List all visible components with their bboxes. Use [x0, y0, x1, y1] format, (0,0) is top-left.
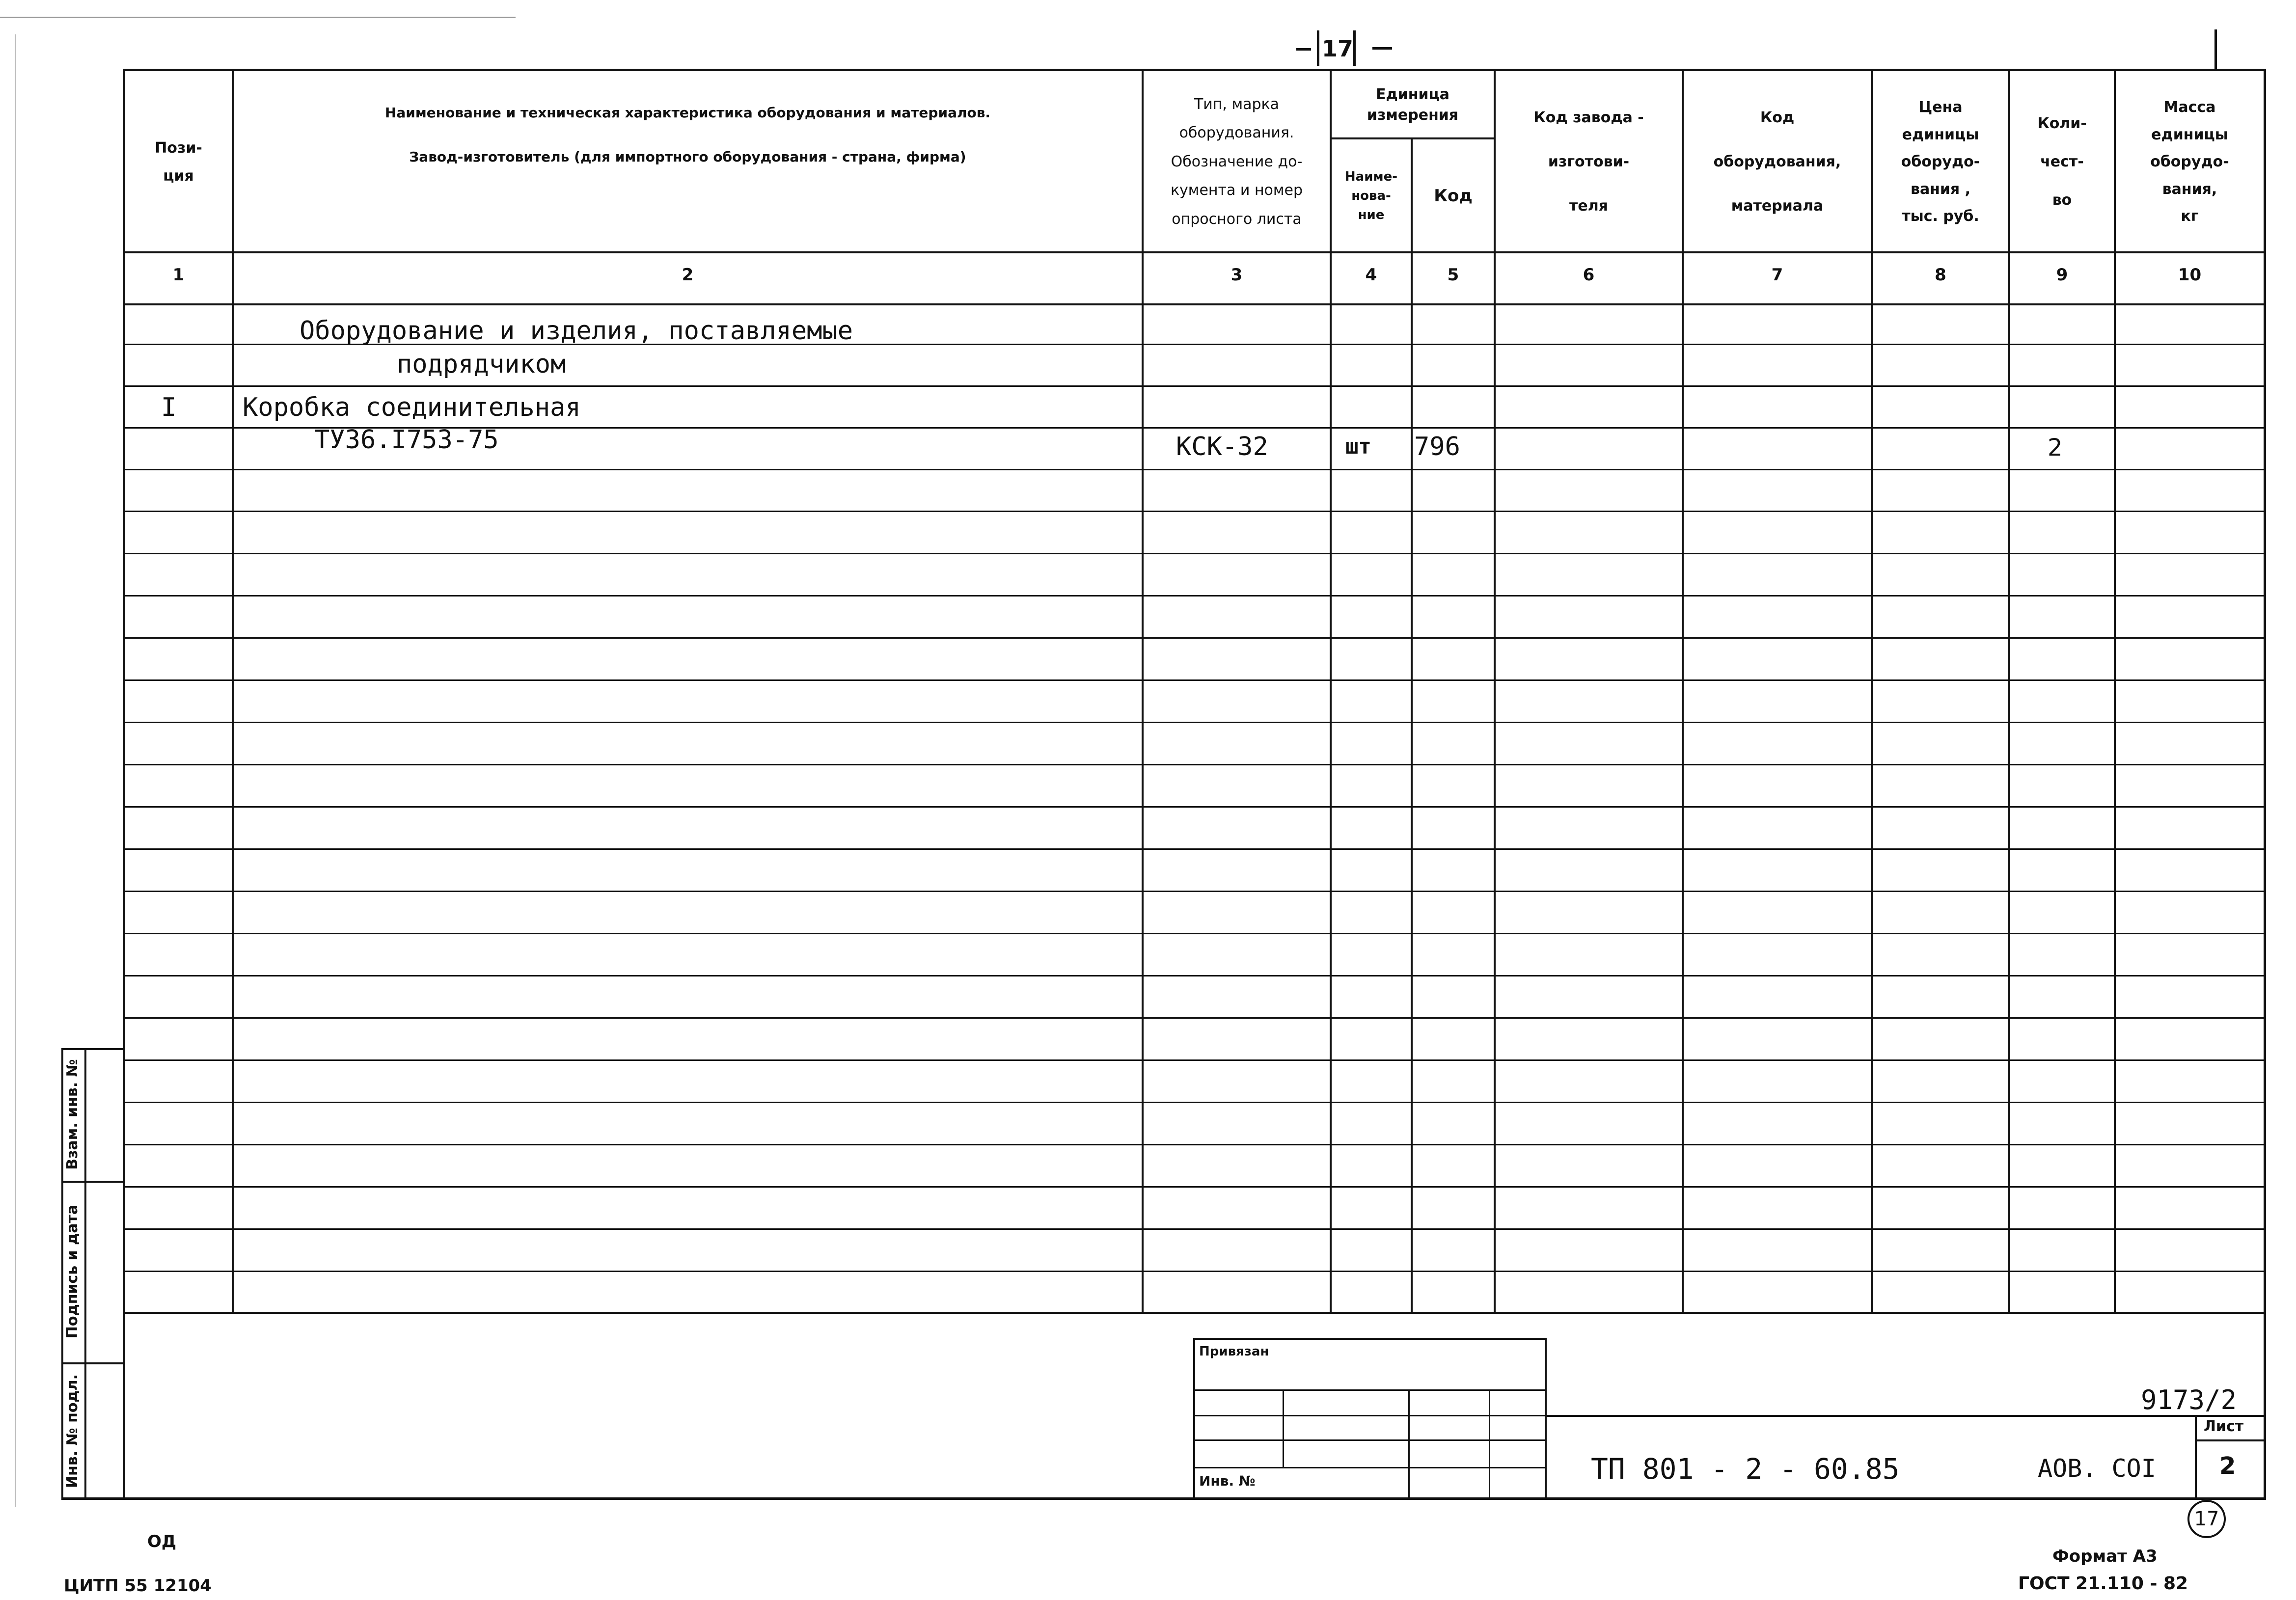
tb-priv-h3	[1193, 1439, 1547, 1441]
frame-right	[2264, 69, 2266, 1500]
row-line	[123, 637, 2266, 639]
item-unit: шт	[1345, 434, 1371, 459]
hdr-type: Тип, марка оборудования. Обозначение до- кумента и номер опросного листа	[1170, 95, 1303, 228]
row-line	[123, 764, 2266, 765]
side-stamp-right	[84, 1048, 86, 1500]
footer-od: ОД	[147, 1532, 177, 1551]
tb-project-code: ТП 801 - 2 - 60.85	[1591, 1452, 1900, 1486]
page-number-box	[1296, 29, 1365, 69]
dash-left	[1296, 48, 1311, 51]
item-position: I	[161, 393, 177, 422]
bracket-left	[1317, 30, 1319, 66]
hdr-equipment-code: Код оборудования, материала	[1713, 109, 1841, 215]
row-line	[123, 1228, 2266, 1230]
colnum-3: 3	[1230, 265, 1243, 285]
row-line	[123, 891, 2266, 892]
colnum-8: 8	[1935, 265, 1946, 285]
col-line-1	[232, 69, 234, 1313]
tb-priv-v2	[1408, 1389, 1410, 1498]
row-line	[123, 848, 2266, 850]
hdr-quantity: Коли- чест- во	[2037, 115, 2087, 209]
colnum-bottom-line	[123, 303, 2266, 305]
left-faint-rule	[15, 34, 16, 1507]
side-inv-no-podl: Инв. № подл.	[64, 1374, 81, 1489]
tb-priv-h4	[1193, 1467, 1547, 1468]
footer-cipt: ЦИТП 55 12104	[64, 1576, 212, 1596]
colnum-10: 10	[2178, 265, 2202, 285]
col-line-2	[1142, 69, 1144, 1313]
row-line	[123, 679, 2266, 681]
row-line	[123, 511, 2266, 512]
tb-sheet-left	[2195, 1415, 2197, 1498]
row-line	[123, 385, 2266, 387]
hdr-mass: Масса единицы оборудо- вания, кг	[2150, 99, 2229, 225]
tb-circle-stamp-number: 17	[2194, 1508, 2219, 1530]
table-body-bottom	[123, 1312, 2266, 1314]
tb-inv-no: Инв. №	[1199, 1473, 1256, 1489]
col-line-5	[1494, 69, 1496, 1313]
top-corner-mark	[2214, 29, 2217, 69]
row-line	[123, 933, 2266, 934]
tb-circle-stamp	[2187, 1500, 2226, 1538]
tb-sheet-label: Лист	[2204, 1418, 2244, 1435]
row-line	[123, 1059, 2266, 1061]
col-line-6	[1682, 69, 1684, 1313]
tb-doc-code: АОВ. СОI	[2038, 1454, 2156, 1483]
tb-sheet-mid	[2195, 1439, 2265, 1441]
col-line-9	[2114, 69, 2116, 1313]
row-line	[123, 1144, 2266, 1145]
item-quantity: 2	[2048, 434, 2063, 461]
row-line	[123, 806, 2266, 808]
colnum-1: 1	[172, 265, 185, 285]
section-title-line1: Оборудование и изделия, поставляемые	[300, 316, 853, 346]
side-vzam-inv: Взам. инв. №	[64, 1059, 81, 1170]
top-faint-rule	[0, 17, 516, 18]
hdr-unit-name: Наиме- нова- ние	[1344, 169, 1398, 222]
bracket-right	[1353, 30, 1356, 66]
colnum-9: 9	[2056, 265, 2068, 285]
frame-bottom	[61, 1497, 2266, 1500]
col-line-3	[1330, 69, 1332, 1313]
colnum-2: 2	[682, 265, 694, 285]
hdr-name: Наименование и техническая характеристика оборудования и материалов. Завод-изготовитель (для импортного оборудования - страна, фирма)	[384, 105, 991, 165]
tb-sheet-no: 2	[2219, 1452, 2236, 1480]
frame-top	[123, 69, 2266, 71]
item-type: КСК-32	[1176, 432, 1268, 461]
colnum-7: 7	[1771, 265, 1783, 285]
header-bottom-line	[123, 251, 2266, 253]
hdr-price: Цена единицы оборудо- вания , тыс. руб.	[1901, 99, 1980, 225]
row-line	[123, 469, 2266, 470]
hdr-unit-code: Код	[1434, 186, 1473, 206]
footer-gost: ГОСТ 21.110 - 82	[2018, 1573, 2188, 1594]
page-number: 17	[1322, 35, 1354, 62]
tb-priv-h1	[1193, 1389, 1547, 1391]
tb-priv-top	[1193, 1338, 1547, 1340]
row-line	[123, 595, 2266, 597]
row-line	[123, 1271, 2266, 1272]
row-line	[123, 722, 2266, 723]
item-name: Коробка соединительная	[243, 393, 581, 422]
tb-archive-no: 9173/2	[2141, 1384, 2237, 1415]
tb-privyazan: Привязан	[1199, 1344, 1269, 1359]
row-line	[123, 1017, 2266, 1019]
tb-priv-h2	[1193, 1415, 1547, 1416]
dash-right	[1372, 47, 1392, 50]
side-podpis-data: Подпись и дата	[64, 1204, 81, 1339]
tb-priv-v1	[1283, 1389, 1284, 1467]
hdr-unit-group: Единица измерения	[1367, 86, 1459, 124]
col-line-4	[1411, 137, 1413, 1313]
tb-priv-left	[1193, 1338, 1195, 1499]
side-stamp-left	[61, 1048, 63, 1500]
row-line	[123, 1186, 2266, 1188]
section-title-line2: подрядчиком	[397, 350, 566, 379]
item-document: ТУ36.I753-75	[314, 425, 499, 455]
footer-format: Формат А3	[2052, 1546, 2158, 1566]
colnum-5: 5	[1447, 265, 1459, 285]
tb-priv-right	[1545, 1338, 1547, 1499]
hdr-position: Пози- ция	[155, 139, 202, 185]
hdr-maker-code: Код завода - изготови- теля	[1533, 109, 1644, 215]
tb-priv-v3	[1489, 1389, 1490, 1498]
col-line-7	[1871, 69, 1873, 1313]
row-line	[123, 975, 2266, 976]
row-line	[123, 1102, 2266, 1103]
colnum-4: 4	[1365, 265, 1377, 285]
col-line-8	[2008, 69, 2010, 1313]
item-unit-code: 796	[1414, 432, 1460, 461]
row-line	[123, 553, 2266, 554]
colnum-6: 6	[1583, 265, 1595, 285]
